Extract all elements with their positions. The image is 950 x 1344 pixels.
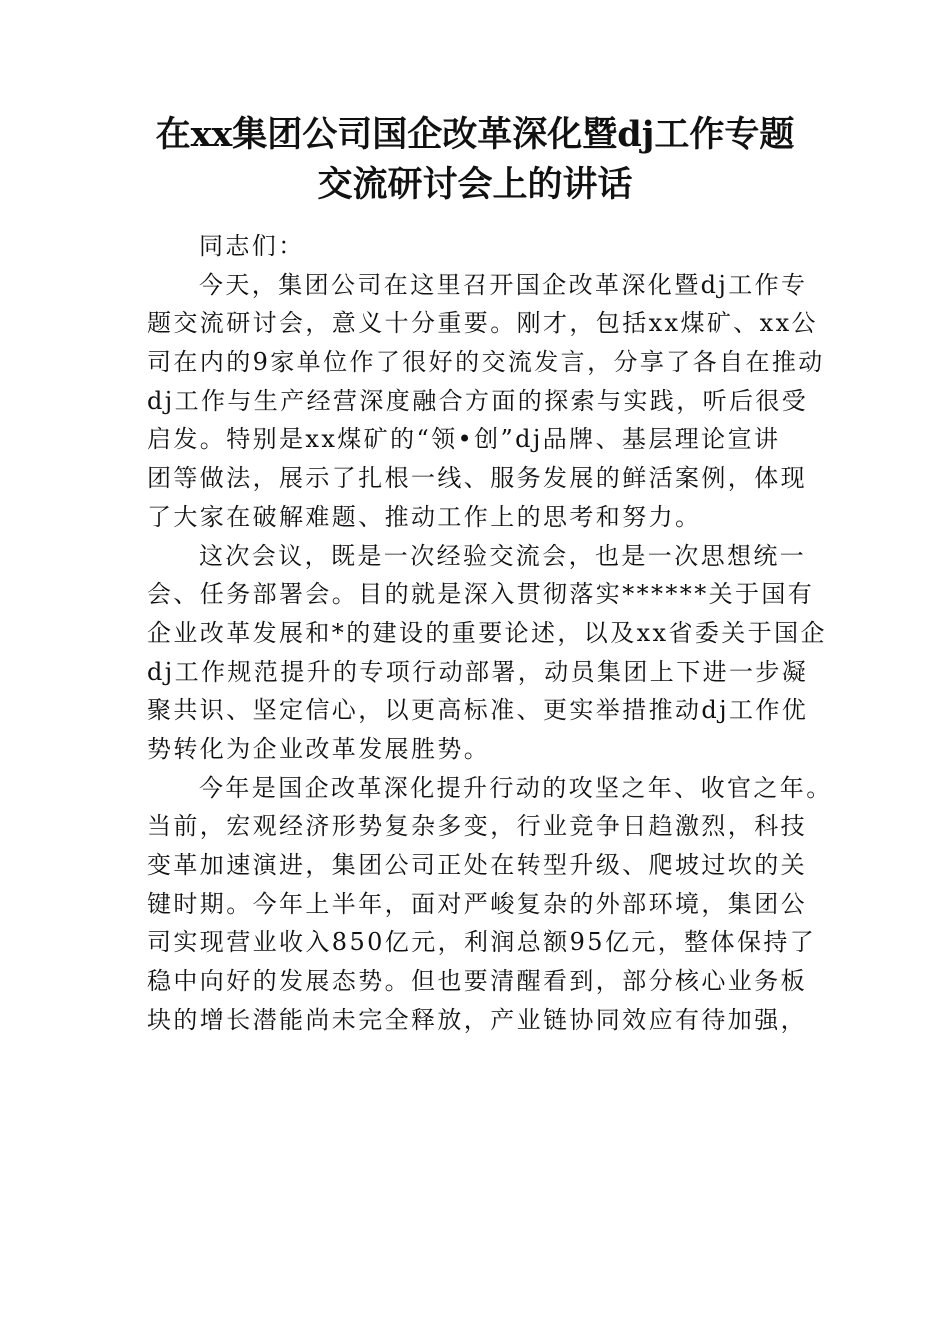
body-line: 司实现营业收入850亿元，利润总额95亿元，整体保持了 <box>147 928 817 957</box>
body-line: 块的增长潜能尚未完全释放，产业链协同效应有待加强， <box>147 1005 807 1034</box>
body-line: 聚共识、坚定信心，以更高标准、更实举措推动dj工作优 <box>147 696 809 725</box>
body-line: 势转化为企业改革发展胜势。 <box>147 734 491 763</box>
document-title <box>100 110 850 210</box>
body-line: dj工作与生产经营深度融合方面的探索与实践，听后很受 <box>147 386 809 415</box>
title-line-2: 交流研讨会上的讲话 <box>317 164 633 205</box>
body-line: dj工作规范提升的专项行动部署，动员集团上下进一步凝 <box>147 657 809 686</box>
body-line: 当前，宏观经济形势复杂多变，行业竞争日趋激烈，科技 <box>147 812 807 841</box>
body-line: 今年是国企改革深化提升行动的攻坚之年、收官之年。 <box>199 773 833 802</box>
body-line: 键时期。今年上半年，面对严峻复杂的外部环境，集团公 <box>147 889 807 918</box>
body-line: 司在内的9家单位作了很好的交流发言，分享了各自在推动 <box>147 348 825 377</box>
body-line: 同志们： <box>199 232 305 260</box>
body-line: 团等做法，展示了扎根一线、服务发展的鲜活案例，体现 <box>147 464 807 493</box>
title-line-1: 在xx集团公司国企改革深化暨dj工作专题 <box>155 114 795 155</box>
body-line: 今天，集团公司在这里召开国企改革深化暨dj工作专 <box>199 270 808 299</box>
body-line: 变革加速演进，集团公司正处在转型升级、爬坡过坎的关 <box>147 851 807 879</box>
body-line: 这次会议，既是一次经验交流会，也是一次思想统一 <box>199 541 807 570</box>
body-line: 了大家在破解难题、推动工作上的思考和努力。 <box>147 502 702 531</box>
document-body <box>147 227 833 1039</box>
body-line: 题交流研讨会，意义十分重要。刚才，包括xx煤矿、xx公 <box>147 309 818 338</box>
body-line: 会、任务部署会。目的就是深入贯彻落实******关于国有 <box>147 580 815 609</box>
body-line: 稳中向好的发展态势。但也要清醒看到，部分核心业务板 <box>147 967 807 996</box>
body-line: 企业改革发展和*的建设的重要论述，以及xx省委关于国企 <box>147 618 827 647</box>
body-line: 启发。特别是xx煤矿的“领•创”dj品牌、基层理论宣讲 <box>147 425 781 454</box>
